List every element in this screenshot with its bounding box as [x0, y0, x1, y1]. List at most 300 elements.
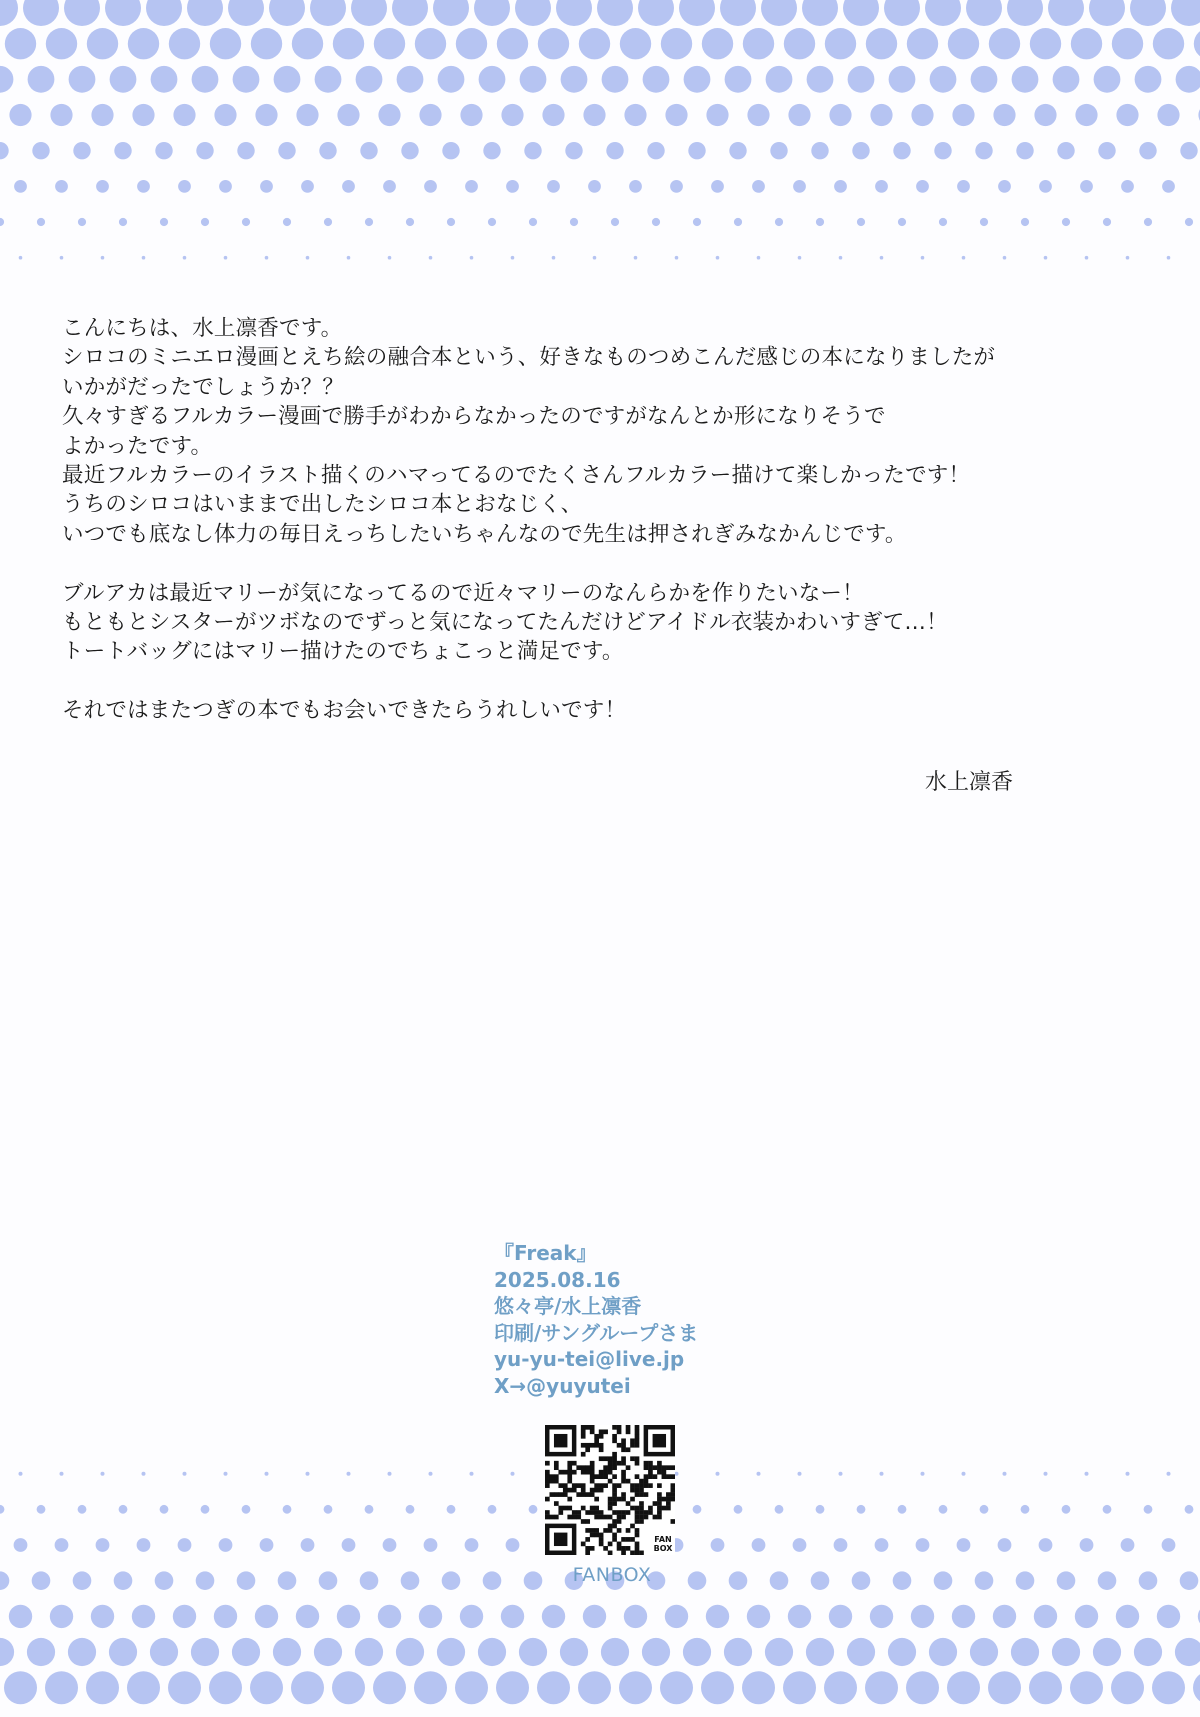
- halftone-dot: [839, 256, 843, 260]
- halftone-dot: [424, 1538, 438, 1552]
- halftone-dot: [952, 1605, 975, 1628]
- qr-module: [644, 1461, 649, 1466]
- qr-module: [635, 1443, 640, 1448]
- qr-module: [599, 1434, 604, 1439]
- halftone-dot: [1126, 256, 1130, 260]
- halftone-dot: [378, 104, 400, 126]
- letter-line: 久々すぎるフルカラー漫画で勝手がわからなかったのですがなんとか形になりそうで: [62, 404, 886, 430]
- halftone-dot: [406, 1505, 415, 1514]
- qr-module: [621, 1438, 626, 1443]
- halftone-dot: [474, 0, 510, 26]
- halftone-dot: [23, 0, 59, 26]
- halftone-dot: [183, 1472, 187, 1476]
- qr-module: [626, 1546, 631, 1551]
- halftone-dot: [834, 180, 847, 193]
- halftone-dot: [360, 142, 377, 159]
- halftone-dot: [1175, 1638, 1200, 1666]
- qr-module: [612, 1492, 617, 1497]
- qr-module: [567, 1488, 572, 1493]
- halftone-dot: [233, 66, 260, 93]
- halftone-dot: [811, 1571, 830, 1590]
- halftone-dot: [675, 256, 679, 260]
- qr-module: [635, 1461, 640, 1466]
- qr-module: [612, 1452, 617, 1457]
- fanbox-qr-code: [545, 1425, 675, 1555]
- qr-finder-square: [554, 1434, 567, 1447]
- halftone-dot: [601, 1638, 629, 1666]
- qr-module: [648, 1483, 653, 1488]
- halftone-dot: [210, 28, 241, 59]
- halftone-dot: [1162, 180, 1175, 193]
- halftone-dot: [619, 1671, 652, 1704]
- qr-module: [608, 1524, 613, 1529]
- halftone-dot: [798, 1472, 802, 1476]
- halftone-dot: [893, 142, 910, 159]
- qr-module: [554, 1501, 559, 1506]
- qr-module: [594, 1510, 599, 1515]
- halftone-dot: [1098, 1571, 1117, 1590]
- halftone-dot: [775, 1505, 784, 1514]
- halftone-dot: [60, 1472, 64, 1476]
- halftone-dot: [392, 0, 428, 26]
- halftone-dot: [255, 104, 277, 126]
- qr-module: [585, 1519, 590, 1524]
- halftone-dot: [315, 66, 342, 93]
- qr-module: [617, 1429, 622, 1434]
- qr-module: [617, 1510, 622, 1515]
- halftone-dot: [465, 1538, 479, 1552]
- halftone-dot: [1062, 218, 1070, 226]
- halftone-dot: [701, 1671, 734, 1704]
- colophon: [494, 1240, 698, 1400]
- halftone-dot: [119, 218, 127, 226]
- halftone-dot: [319, 142, 336, 159]
- qr-module: [671, 1483, 675, 1488]
- halftone-dot: [1167, 1472, 1171, 1476]
- qr-module: [608, 1465, 613, 1470]
- halftone-dot: [852, 1571, 871, 1590]
- halftone-dot: [1034, 1605, 1057, 1628]
- halftone-dot: [192, 66, 219, 93]
- halftone-dot: [848, 66, 875, 93]
- halftone-dot: [825, 28, 856, 59]
- qr-module: [608, 1506, 613, 1511]
- halftone-dot: [683, 1638, 711, 1666]
- qr-module: [639, 1479, 644, 1484]
- qr-module: [585, 1443, 590, 1448]
- qr-module: [639, 1515, 644, 1520]
- qr-module: [644, 1479, 649, 1484]
- halftone-dot: [948, 28, 979, 59]
- halftone-dot: [834, 1538, 848, 1552]
- qr-module: [635, 1519, 640, 1524]
- halftone-dot: [283, 218, 291, 226]
- qr-module: [617, 1542, 622, 1547]
- halftone-dot: [975, 1571, 994, 1590]
- halftone-dot: [1044, 1472, 1048, 1476]
- halftone-dot: [711, 1538, 725, 1552]
- halftone-dot: [292, 28, 323, 59]
- fanbox-label: FANBOX: [572, 1564, 652, 1586]
- letter-paragraph-3: [62, 696, 1142, 725]
- halftone-dot: [962, 256, 966, 260]
- qr-module: [617, 1461, 622, 1466]
- halftone-dot: [273, 1638, 301, 1666]
- halftone-dot: [916, 1538, 930, 1552]
- qr-module: [635, 1546, 640, 1551]
- halftone-dot: [1039, 180, 1052, 193]
- qr-module: [549, 1492, 554, 1497]
- halftone-dot: [169, 28, 200, 59]
- qr-module: [621, 1447, 626, 1452]
- halftone-dot: [32, 1571, 51, 1590]
- halftone-dot: [624, 104, 646, 126]
- halftone-dot: [660, 1671, 693, 1704]
- qr-module: [617, 1546, 622, 1551]
- letter-line: こんにちは、水上凛香です。: [62, 316, 343, 341]
- halftone-dot: [1139, 1571, 1158, 1590]
- qr-module: [608, 1501, 613, 1506]
- qr-module: [608, 1542, 613, 1547]
- qr-module: [657, 1515, 662, 1520]
- halftone-dot: [301, 1538, 315, 1552]
- halftone-dot: [296, 1605, 319, 1628]
- halftone-dot: [857, 218, 865, 226]
- halftone-dot: [520, 66, 547, 93]
- halftone-dot: [265, 256, 269, 260]
- halftone-dot: [232, 1638, 260, 1666]
- halftone-dot: [939, 1505, 948, 1514]
- halftone-dot: [1193, 1671, 1200, 1704]
- qr-module: [635, 1425, 640, 1430]
- halftone-dot: [857, 1505, 866, 1514]
- halftone-dot: [114, 142, 131, 159]
- qr-module: [648, 1474, 653, 1479]
- qr-module: [576, 1465, 581, 1470]
- halftone-dot: [588, 180, 601, 193]
- halftone-dot: [1075, 1605, 1098, 1628]
- halftone-dot: [907, 28, 938, 59]
- qr-module: [585, 1510, 590, 1515]
- halftone-dot: [620, 28, 651, 59]
- qr-module: [621, 1474, 626, 1479]
- qr-module: [612, 1524, 617, 1529]
- halftone-dot: [1135, 66, 1162, 93]
- qr-module: [612, 1501, 617, 1506]
- halftone-dot: [50, 104, 72, 126]
- halftone-dot: [515, 0, 551, 26]
- qr-module: [576, 1483, 581, 1488]
- halftone-dot: [1007, 0, 1043, 26]
- qr-module: [558, 1492, 563, 1497]
- halftone-dot: [310, 0, 346, 26]
- halftone-dot: [1003, 1472, 1007, 1476]
- qr-module: [666, 1465, 671, 1470]
- halftone-dot: [1085, 1472, 1089, 1476]
- printer-credit: 印刷/サングループさま: [494, 1320, 699, 1345]
- halftone-dot: [209, 1671, 242, 1704]
- halftone-dot: [1075, 104, 1097, 126]
- qr-module: [621, 1546, 626, 1551]
- afterword-letter: [62, 314, 1142, 755]
- halftone-dot: [19, 256, 23, 260]
- qr-module: [545, 1479, 550, 1484]
- halftone-dot: [1180, 142, 1197, 159]
- qr-module: [599, 1470, 604, 1475]
- halftone-dot: [742, 1671, 775, 1704]
- halftone-dot: [757, 256, 761, 260]
- qr-module: [626, 1528, 631, 1533]
- halftone-dot: [906, 1671, 939, 1704]
- halftone-dot: [146, 0, 182, 26]
- qr-module: [626, 1510, 631, 1515]
- halftone-dot: [966, 0, 1002, 26]
- qr-finder-square: [653, 1434, 666, 1447]
- halftone-dot: [456, 28, 487, 59]
- halftone-dot: [1053, 66, 1080, 93]
- qr-module: [662, 1497, 667, 1502]
- halftone-dot: [168, 1671, 201, 1704]
- halftone-dot: [1057, 142, 1074, 159]
- qr-module: [594, 1497, 599, 1502]
- contact-email: yu-yu-tei@live.jp: [494, 1347, 685, 1372]
- qr-module: [626, 1465, 631, 1470]
- halftone-dot: [720, 0, 756, 26]
- halftone-dot: [775, 218, 783, 226]
- qr-module: [608, 1515, 613, 1520]
- qr-module: [590, 1470, 595, 1475]
- halftone-dot: [606, 142, 623, 159]
- halftone-dot: [351, 0, 387, 26]
- halftone-dot: [224, 256, 228, 260]
- halftone-dot: [688, 1571, 707, 1590]
- halftone-dot: [993, 1605, 1016, 1628]
- letter-line: いかがだったでしょうか？？: [62, 374, 345, 400]
- qr-module: [621, 1551, 626, 1555]
- halftone-dot: [155, 1571, 174, 1590]
- halftone-dot: [4, 1671, 37, 1704]
- halftone-dot: [91, 1605, 114, 1628]
- halftone-dot: [347, 256, 351, 260]
- halftone-dot: [638, 0, 674, 26]
- qr-module: [635, 1474, 640, 1479]
- halftone-dot: [921, 1472, 925, 1476]
- halftone-dot: [137, 180, 150, 193]
- halftone-dot: [725, 66, 752, 93]
- qr-module: [639, 1506, 644, 1511]
- halftone-dot: [132, 104, 154, 126]
- qr-module: [621, 1497, 626, 1502]
- halftone-dot: [296, 104, 318, 126]
- qr-module: [644, 1483, 649, 1488]
- halftone-dot: [0, 66, 13, 93]
- halftone-dot: [807, 66, 834, 93]
- halftone-dot: [511, 1472, 515, 1476]
- halftone-dot: [228, 0, 264, 26]
- halftone-dot: [1021, 218, 1029, 226]
- halftone-dot: [397, 66, 424, 93]
- qr-module: [644, 1465, 649, 1470]
- halftone-dot: [811, 142, 828, 159]
- qr-module: [612, 1461, 617, 1466]
- halftone-dot: [497, 28, 528, 59]
- qr-module: [630, 1524, 635, 1529]
- halftone-dot: [1157, 104, 1179, 126]
- qr-module: [671, 1474, 675, 1479]
- qr-module: [590, 1546, 595, 1551]
- halftone-dot: [802, 0, 838, 26]
- qr-module: [630, 1483, 635, 1488]
- halftone-dot: [383, 1538, 397, 1552]
- halftone-dot: [337, 1605, 360, 1628]
- halftone-dot: [824, 1671, 857, 1704]
- halftone-dot: [980, 218, 988, 226]
- halftone-dot: [214, 104, 236, 126]
- halftone-dot: [783, 1671, 816, 1704]
- qr-module: [644, 1515, 649, 1520]
- halftone-dot: [524, 142, 541, 159]
- halftone-dot: [483, 142, 500, 159]
- halftone-dot: [14, 1538, 28, 1552]
- qr-module: [626, 1537, 631, 1542]
- halftone-dot: [865, 1671, 898, 1704]
- halftone-dot: [242, 1505, 251, 1514]
- letter-line: それではまたつぎの本でもお会いできたらうれしいです！: [62, 698, 627, 724]
- qr-module: [666, 1492, 671, 1497]
- qr-module: [648, 1461, 653, 1466]
- publication-date: 2025.08.16: [494, 1267, 621, 1292]
- halftone-dot: [529, 218, 537, 226]
- qr-module: [554, 1515, 559, 1520]
- halftone-dot: [478, 1638, 506, 1666]
- halftone-dot: [291, 1671, 324, 1704]
- halftone-dot: [110, 66, 137, 93]
- qr-module: [590, 1479, 595, 1484]
- qr-module: [590, 1461, 595, 1466]
- qr-module: [599, 1515, 604, 1520]
- letter-paragraph-1: [62, 314, 1142, 549]
- halftone-dot: [542, 1605, 565, 1628]
- halftone-dot: [560, 1638, 588, 1666]
- halftone-dot: [506, 180, 519, 193]
- halftone-dot: [55, 180, 68, 193]
- qr-module: [572, 1488, 577, 1493]
- halftone-dot: [255, 1605, 278, 1628]
- halftone-dot: [28, 66, 55, 93]
- qr-module: [603, 1465, 608, 1470]
- qr-module: [626, 1447, 631, 1452]
- halftone-dot: [414, 1671, 447, 1704]
- halftone-dot: [916, 180, 929, 193]
- halftone-dot: [888, 1638, 916, 1666]
- qr-module: [554, 1461, 559, 1466]
- halftone-dot: [693, 218, 701, 226]
- halftone-dot: [1071, 28, 1102, 59]
- qr-module: [630, 1488, 635, 1493]
- halftone-dot: [611, 218, 619, 226]
- qr-module: [581, 1492, 586, 1497]
- halftone-dot: [1021, 1505, 1030, 1514]
- qr-module: [554, 1479, 559, 1484]
- halftone-dot: [73, 142, 90, 159]
- qr-module: [581, 1434, 586, 1439]
- halftone-dot: [829, 1605, 852, 1628]
- halftone-dot: [729, 1571, 748, 1590]
- qr-module: [599, 1447, 604, 1452]
- qr-module: [603, 1546, 608, 1551]
- halftone-dot: [1134, 1638, 1162, 1666]
- halftone-dot: [770, 1571, 789, 1590]
- qr-module: [657, 1497, 662, 1502]
- qr-module: [572, 1470, 577, 1475]
- halftone-dot: [237, 142, 254, 159]
- qr-module: [585, 1470, 590, 1475]
- qr-module: [617, 1528, 622, 1533]
- qr-module: [630, 1497, 635, 1502]
- qr-module: [639, 1501, 644, 1506]
- halftone-dot: [957, 180, 970, 193]
- halftone-dot: [0, 0, 18, 26]
- halftone-dot: [1111, 1671, 1144, 1704]
- halftone-dot: [743, 28, 774, 59]
- halftone-dot: [155, 142, 172, 159]
- halftone-dot: [806, 1638, 834, 1666]
- halftone-dot: [160, 218, 168, 226]
- halftone-dot: [583, 1605, 606, 1628]
- qr-module: [666, 1501, 671, 1506]
- halftone-dot: [250, 1671, 283, 1704]
- halftone-dot: [237, 1571, 256, 1590]
- halftone-dot: [1126, 1472, 1130, 1476]
- halftone-dot: [470, 256, 474, 260]
- halftone-dot: [365, 1505, 374, 1514]
- halftone-dot: [1044, 256, 1048, 260]
- halftone-dot: [447, 1505, 456, 1514]
- halftone-dot: [501, 1605, 524, 1628]
- halftone-dot: [64, 0, 100, 26]
- qr-finder-square: [554, 1533, 567, 1546]
- halftone-dot: [921, 256, 925, 260]
- halftone-dot: [433, 0, 469, 26]
- halftone-dot: [0, 142, 9, 159]
- halftone-dot: [829, 104, 851, 126]
- qr-module: [639, 1551, 644, 1555]
- qr-module: [567, 1465, 572, 1470]
- letter-line: ブルアカは最近マリーが気になってるので近々マリーのなんらかを作りたいなー！: [62, 580, 864, 606]
- qr-module: [612, 1465, 617, 1470]
- halftone-dot: [37, 218, 45, 226]
- qr-module: [563, 1506, 568, 1511]
- halftone-dot: [934, 1571, 953, 1590]
- halftone-dot: [788, 1605, 811, 1628]
- qr-module: [639, 1483, 644, 1488]
- halftone-dot: [19, 1472, 23, 1476]
- qr-module: [657, 1483, 662, 1488]
- halftone-dot: [442, 1571, 461, 1590]
- halftone-dot: [1116, 104, 1138, 126]
- halftone-dot: [542, 104, 564, 126]
- halftone-dot: [761, 0, 797, 26]
- halftone-dot: [1176, 66, 1200, 93]
- halftone-dot: [816, 218, 824, 226]
- letter-line: シロコのミニエロ漫画とえち絵の融合本という、好きなものつめこんだ感じの本になりましたが: [62, 345, 996, 371]
- qr-module: [590, 1443, 595, 1448]
- halftone-dot: [438, 66, 465, 93]
- qr-module: [662, 1470, 667, 1475]
- halftone-dot: [1030, 28, 1061, 59]
- halftone-dot: [150, 1638, 178, 1666]
- qr-module: [545, 1497, 550, 1502]
